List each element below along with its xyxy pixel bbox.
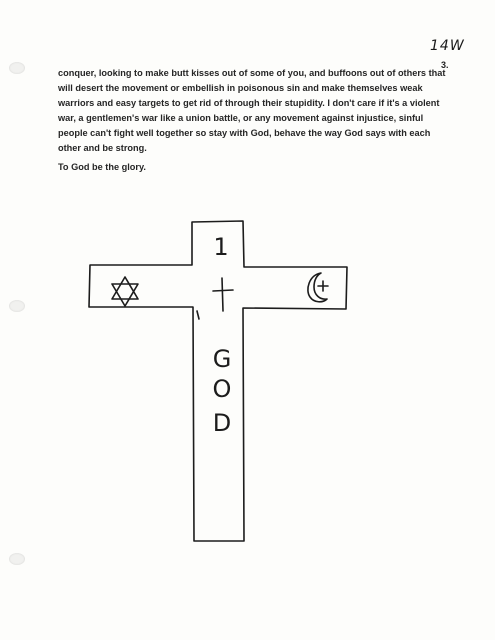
cross-drawing <box>85 215 365 555</box>
punch-hole <box>9 300 25 312</box>
top-label: 1 <box>213 233 229 261</box>
page-number: 3. <box>441 60 449 70</box>
crescent-with-cross-icon <box>308 273 328 302</box>
letter-d: D <box>212 409 232 437</box>
body-paragraph: conquer, looking to make butt kisses out of some of you, and buffoons out of others that will desert the movement or embellish in poisonous sin and make themselves weak warriors and easy targets to get rid of through their stupidity. I don't care if it's a violent war, a gentlemen's war like a union battle, or any movement against injustice, sinful people can't fight well together so stay with God, behave the way God says with each other and be strong. <box>58 68 446 153</box>
punch-hole <box>9 553 25 565</box>
letter-g: G <box>212 345 232 373</box>
closing-line: To God be the glory. <box>58 162 146 172</box>
handwritten-note: 14W <box>430 38 465 54</box>
cross-icon <box>213 278 233 311</box>
letter-o: O <box>212 375 232 403</box>
punch-hole <box>9 62 25 74</box>
star-of-david-icon <box>112 277 138 306</box>
